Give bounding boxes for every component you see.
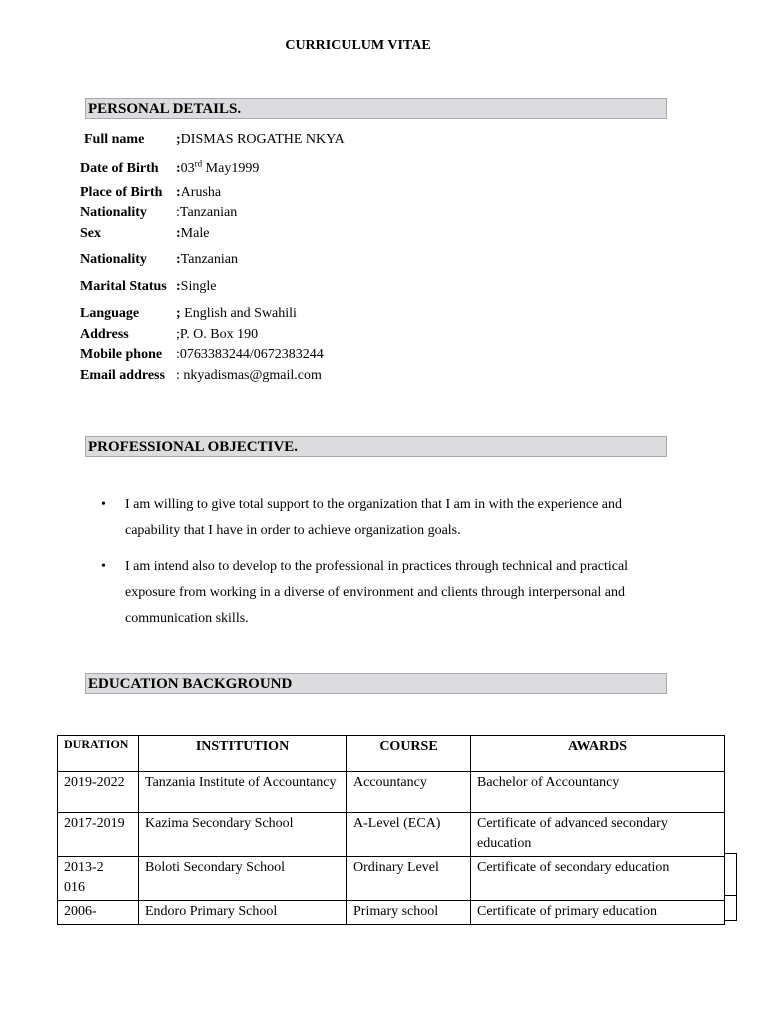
- table-row: [58, 772, 725, 813]
- cell-institution: Boloti Secondary School: [139, 857, 347, 901]
- table-row: [58, 857, 725, 901]
- place-of-birth-text: Arusha: [180, 185, 222, 200]
- cell-institution: Endoro Primary School: [139, 901, 347, 925]
- label-address: Address: [80, 327, 129, 342]
- cell-duration: 2019-2022: [58, 772, 139, 813]
- dob-day: 03: [180, 161, 195, 176]
- label-language: Language: [80, 306, 140, 321]
- label-date-of-birth: Date of Birth: [80, 161, 159, 176]
- section-header-personal-details: PERSONAL DETAILS.: [85, 98, 667, 119]
- value-nationality-2: [176, 252, 238, 268]
- cell-awards: Certificate of advanced secondary education: [471, 813, 725, 857]
- dob-ordinal: rd: [194, 158, 203, 169]
- full-name-text: DISMAS ROGATHE NKYA: [180, 132, 345, 147]
- document-title: CURRICULUM VITAE: [285, 38, 431, 53]
- separator: ;: [176, 132, 181, 147]
- separator: :: [176, 368, 180, 383]
- separator: :: [176, 347, 180, 362]
- header-duration: DURATION: [58, 736, 139, 772]
- cell-duration: 2017-2019: [58, 813, 139, 857]
- header-course: COURSE: [347, 736, 471, 772]
- header-institution: INSTITUTION: [139, 736, 347, 772]
- label-full-name: Full name: [84, 132, 145, 147]
- cell-awards: Certificate of primary education: [471, 901, 725, 925]
- separator: :: [176, 279, 181, 294]
- label-nationality-2: Nationality: [80, 252, 147, 267]
- nationality-text: Tanzanian: [179, 205, 238, 220]
- objective-item-2: I am intend also to develop to the professional in practices through technical and practical exposure from working in a diverse of environment and clients through interpersonal and communication skills.: [125, 559, 629, 626]
- value-place-of-birth: [176, 185, 221, 201]
- table-row: [58, 813, 725, 857]
- language-text: English and Swahili: [180, 306, 297, 321]
- cell-duration: [58, 857, 139, 901]
- value-email-address: [176, 368, 322, 384]
- label-nationality: Nationality: [80, 205, 147, 220]
- objective-item-1: I am willing to give total support to the organization that I am in with the experience and capability that I have in order to achieve organization goals.: [125, 497, 622, 538]
- bullet-icon: •: [101, 559, 106, 574]
- cell-course: Primary school: [347, 901, 471, 925]
- value-full-name: [176, 132, 345, 148]
- value-mobile-phone: [176, 347, 324, 363]
- bullet-icon: •: [101, 497, 106, 512]
- email-address-text: nkyadismas@gmail.com: [179, 368, 322, 383]
- value-language: [176, 306, 297, 322]
- dob-rest: May1999: [202, 161, 260, 176]
- separator: ;: [176, 327, 180, 342]
- label-place-of-birth: Place of Birth: [80, 185, 163, 200]
- address-text: P. O. Box 190: [179, 327, 259, 342]
- marital-status-text: Single: [180, 279, 217, 294]
- label-mobile-phone: Mobile phone: [80, 347, 163, 362]
- value-nationality: [176, 205, 237, 221]
- section-header-education-background: EDUCATION BACKGROUND: [85, 673, 667, 694]
- table-header-row: [58, 736, 725, 772]
- duration-text: 2013-2016: [64, 860, 104, 895]
- table-extra-cell: [724, 853, 737, 896]
- value-date-of-birth: [176, 158, 260, 177]
- separator: :: [176, 226, 181, 241]
- sex-text: Male: [180, 226, 210, 241]
- cell-institution: Kazima Secondary School: [139, 813, 347, 857]
- separator: :: [176, 252, 181, 267]
- label-marital-status: Marital Status: [80, 279, 167, 294]
- separator: :: [176, 161, 181, 176]
- value-sex: [176, 226, 209, 242]
- value-address: [176, 327, 258, 343]
- separator: :: [176, 185, 181, 200]
- label-sex: Sex: [80, 226, 101, 241]
- table-row: [58, 901, 725, 925]
- table-extra-cell: [724, 895, 737, 921]
- cell-duration: 2006-: [58, 901, 139, 925]
- section-header-professional-objective: PROFESSIONAL OBJECTIVE.: [85, 436, 667, 457]
- cell-awards: Bachelor of Accountancy: [471, 772, 725, 813]
- cell-course: A-Level (ECA): [347, 813, 471, 857]
- value-marital-status: [176, 279, 216, 295]
- education-table: [57, 735, 725, 925]
- mobile-phone-text: 0763383244/0672383244: [179, 347, 324, 362]
- cell-course: Accountancy: [347, 772, 471, 813]
- cell-institution: Tanzania Institute of Accountancy: [139, 772, 347, 813]
- cell-course: Ordinary Level: [347, 857, 471, 901]
- label-email-address: Email address: [80, 368, 165, 383]
- nationality-2-text: Tanzanian: [180, 252, 238, 267]
- header-awards: AWARDS: [471, 736, 725, 772]
- separator: ;: [176, 306, 181, 321]
- separator: :: [176, 205, 180, 220]
- cell-awards: Certificate of secondary education: [471, 857, 725, 901]
